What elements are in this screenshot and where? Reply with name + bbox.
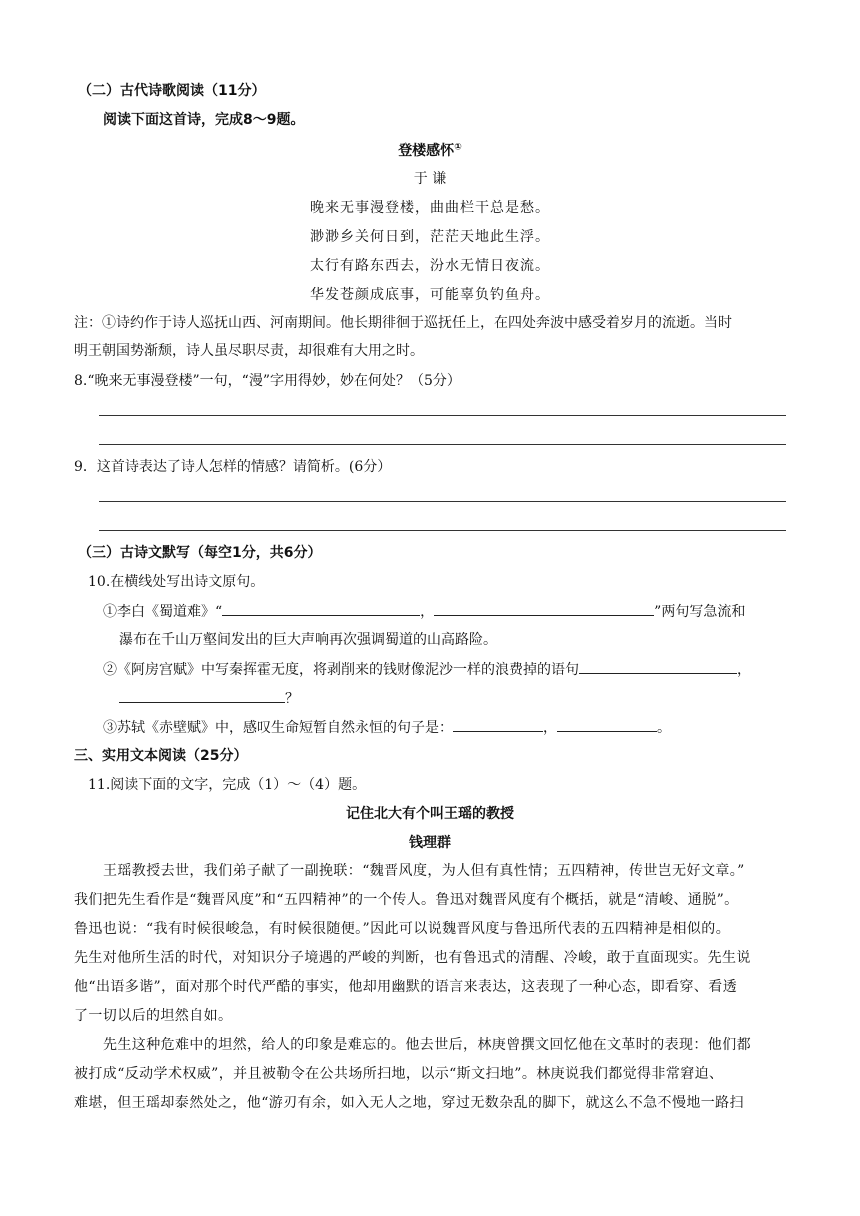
poem-line: 晚来无事漫登楼，曲曲栏干总是愁。 [310, 200, 550, 216]
poetry-instruction: 阅读下面这首诗，完成8～9题。 [103, 112, 305, 128]
dictation-item-1-cont: 瀑布在千山万壑间发出的巨大声响再次强调蜀道的山高路险。 [119, 632, 497, 648]
fill-blank[interactable] [434, 601, 654, 616]
poem-author: 于 谦 [413, 171, 447, 187]
article-text-line: 被打成“反动学术权威”，并且被勒令在公共场所扫地，以示“斯文扫地”。林庚说我们都觉得非常窘迫、 [74, 1066, 724, 1082]
answer-line[interactable] [99, 415, 786, 416]
poem-line: 太行有路东西去，汾水无情日夜流。 [310, 258, 550, 274]
answer-line[interactable] [99, 530, 786, 531]
dictation-item-3: ③苏轼《赤壁赋》中，感叹生命短暂自然永恒的句子是： ， 。 [103, 717, 671, 738]
poem-line: 华发苍颜成底事，可能辜负钓鱼舟。 [310, 287, 550, 303]
poem-line: 渺渺乡关何日到，茫茫天地此生浮。 [310, 229, 550, 245]
question-11: 11.阅读下面的文字，完成（1）～（4）题。 [88, 777, 367, 793]
question-10: 10.在横线处写出诗文原句。 [88, 574, 265, 590]
question-9: 9．这首诗表达了诗人怎样的情感？请简析。(6分） [74, 459, 392, 475]
fill-blank[interactable] [222, 601, 420, 616]
article-title: 记住北大有个叫王瑶的教授 [346, 806, 514, 822]
part-heading-practical-text: 三、实用文本阅读（25分） [74, 748, 248, 764]
footnote-marker: ① [454, 142, 462, 153]
article-author: 钱理群 [409, 835, 451, 851]
poem-note-line: 明王朝国势渐颓，诗人虽尽职尽责，却很难有大用之时。 [74, 343, 424, 359]
article-text-line: 鲁迅也说：“我有时候很峻急，有时候很随便。”因此可以说魏晋风度与鲁迅所代表的五四精神是相似的。 [74, 921, 731, 937]
poem-title: 登楼感怀① [398, 142, 462, 159]
fill-blank[interactable] [453, 717, 543, 732]
poem-note-line: 注：①诗约作于诗人巡抚山西、河南期间。他长期徘徊于巡抚任上，在四处奔波中感受着岁月的流逝。当时 [74, 315, 732, 331]
section-heading-poetry: （二）古代诗歌阅读（11分） [78, 83, 266, 99]
article-text-line: 我们把先生看作是“魏晋风度”和“五四精神”的一个传人。鲁迅对魏晋风度有个概括，就是“清峻、通脱”。 [74, 892, 739, 908]
article-text-line: 难堪，但王瑶却泰然处之，他“游刃有余，如入无人之地，穿过无数杂乱的脚下，就这么不急不慢地一路扫 [74, 1095, 744, 1111]
article-text-line: 先生这种危难中的坦然，给人的印象是难忘的。他去世后，林庚曾撰文回忆他在文革时的表现：他们都 [103, 1037, 751, 1053]
article-text-line: 先生对他所生活的时代，对知识分子境遇的严峻的判断，也有鲁迅式的清醒、冷峻，敢于直面现实。先生说 [74, 950, 751, 966]
dictation-item-2: ②《阿房宫赋》中写秦挥霍无度，将剥削来的钱财像泥沙一样的浪费掉的语句 ， [103, 659, 751, 680]
question-8: 8.“晚来无事漫登楼”一句，“漫”字用得妙，妙在何处？（5分） [74, 373, 461, 389]
answer-line[interactable] [99, 444, 786, 445]
answer-line[interactable] [99, 501, 786, 502]
fill-blank[interactable] [557, 717, 657, 732]
section-heading-dictation: （三）古诗文默写（每空1分，共6分） [78, 545, 322, 561]
dictation-item-2-cont: ？ [119, 688, 299, 709]
fill-blank[interactable] [119, 688, 285, 703]
dictation-item-1: ①李白《蜀道难》“ ， ”两句写急流和 [103, 601, 745, 622]
article-text-line: 了一切以后的坦然自如。 [74, 1008, 233, 1024]
article-text-line: 他“出语多谐”，面对那个时代严酷的事实，他却用幽默的语言来表达，这表现了一种心态，即看穿、看透 [74, 979, 738, 995]
article-text-line: 王瑶教授去世，我们弟子献了一副挽联：“魏晋风度，为人但有真性情；五四精神，传世岂无好文章。” [103, 863, 745, 879]
fill-blank[interactable] [579, 659, 737, 674]
